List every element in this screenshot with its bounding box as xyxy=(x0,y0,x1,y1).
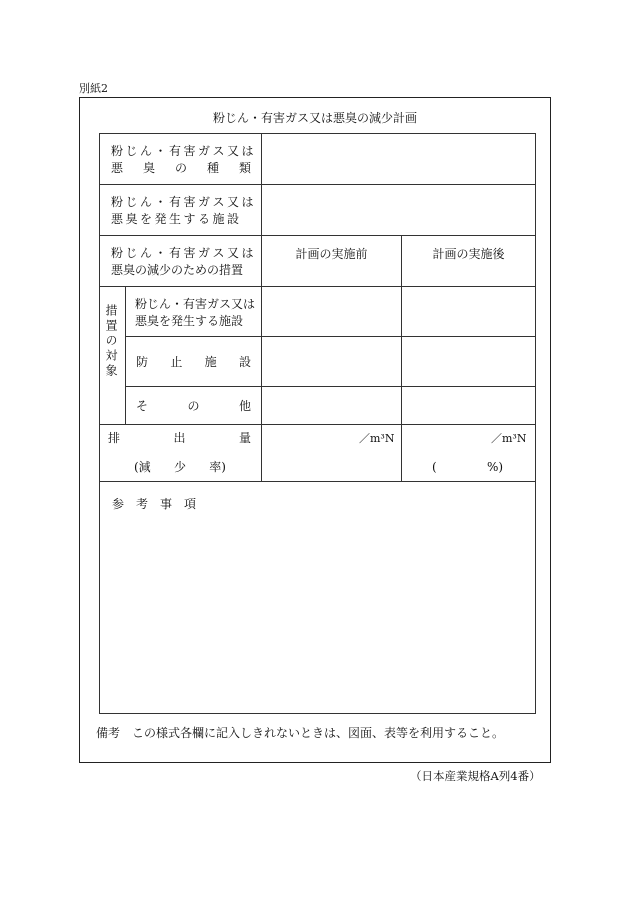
prevention-label xyxy=(136,354,251,371)
type-char: の xyxy=(174,161,187,175)
emission-char: 出 xyxy=(173,431,186,445)
reduction-rate-label xyxy=(134,459,226,476)
other-before-field[interactable] xyxy=(262,387,401,424)
target-facility-line2: 悪臭を発生する施設 xyxy=(135,314,244,328)
type-label-text1: 粉じん・有害ガス又は xyxy=(111,144,257,158)
other-char: そ xyxy=(136,399,149,413)
prevention-before-field[interactable] xyxy=(262,337,401,386)
standard-note: （日本産業規格A列4番） xyxy=(410,769,541,783)
percent-close: %) xyxy=(487,460,504,474)
type-char: 種 xyxy=(206,161,219,175)
after-header: 計画の実施後 xyxy=(432,247,505,261)
facility-value-field[interactable] xyxy=(262,185,535,235)
prevention-char: 施 xyxy=(204,355,217,369)
measures-label-line2: 悪臭の減少のための措置 xyxy=(111,263,244,277)
footnote: 備考 この様式各欄に記入しきれないときは、図面、表等を利用すること。 xyxy=(96,726,505,740)
prevention-char: 設 xyxy=(238,355,251,369)
target-facility-after-field[interactable] xyxy=(402,287,535,336)
unit-before: ／m³N xyxy=(359,432,395,445)
other-label xyxy=(136,398,251,415)
rate-char: 少 xyxy=(173,460,186,474)
target-facility-before-field[interactable] xyxy=(262,287,401,336)
other-after-field[interactable] xyxy=(402,387,535,424)
rate-char: (減 xyxy=(134,460,151,474)
form-title: 粉じん・有害ガス又は悪臭の減少計画 xyxy=(212,111,417,125)
type-label-line2 xyxy=(111,160,251,177)
reference-field[interactable] xyxy=(100,520,535,713)
unit-after: ／m³N xyxy=(491,432,527,445)
before-header: 計画の実施前 xyxy=(295,247,368,261)
target-group-label: 措置の対象 xyxy=(104,304,118,379)
prevention-char: 防 xyxy=(136,355,149,369)
emission-label xyxy=(108,430,251,447)
percent-open: ( xyxy=(432,460,437,474)
prevention-char: 止 xyxy=(170,355,183,369)
facility-label-line1: 粉じん・有害ガス又は xyxy=(111,195,257,209)
prevention-after-field[interactable] xyxy=(402,337,535,386)
emission-char: 量 xyxy=(238,431,251,445)
emission-char: 排 xyxy=(108,431,121,445)
other-char: 他 xyxy=(238,399,251,413)
type-char: 類 xyxy=(238,161,251,175)
emission-before-field[interactable] xyxy=(262,425,401,481)
reference-label: 参 考 事 項 xyxy=(112,497,197,511)
measures-label-line1: 粉じん・有害ガス又は xyxy=(111,246,257,260)
annex-label: 別紙2 xyxy=(79,82,108,95)
other-char: の xyxy=(187,399,200,413)
facility-label-line2: 悪臭を発生する施設 xyxy=(111,212,242,226)
type-label-line1 xyxy=(111,143,257,160)
target-facility-line1: 粉じん・有害ガス又は xyxy=(135,297,256,311)
emission-after-field[interactable] xyxy=(402,425,535,481)
type-char: 臭 xyxy=(142,161,155,175)
rate-char: 率) xyxy=(209,460,226,474)
type-value-field[interactable] xyxy=(262,134,535,184)
type-char: 悪 xyxy=(111,161,124,175)
